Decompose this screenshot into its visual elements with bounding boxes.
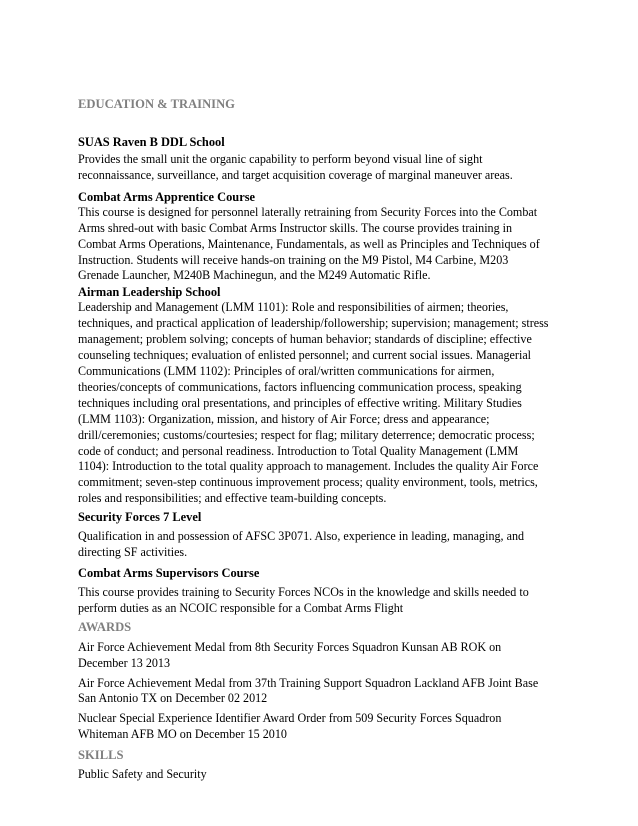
text-line: Instruction. Students will receive hands-on training on the M9 Pistol, M4 Carbine, M203 (78, 252, 509, 267)
entry-description (78, 585, 568, 617)
resume-page (78, 96, 568, 783)
text-line: commitment; seven-step continuous improvement process; quality environment, tools, metrics, (78, 475, 538, 490)
text-line: December 13 2013 (78, 655, 171, 670)
text-line: code of conduct; and personal readiness. Introduction to Total Quality Management (LMM (78, 443, 519, 458)
text-line: 1104): Introduction to the total quality approach to management. Includes the quality Air Force (78, 459, 539, 474)
entry-description (78, 205, 568, 285)
text-line: management; problem solving; concepts of human behavior; standards of discipline; effective (78, 332, 532, 347)
entry-title: Security Forces 7 Level (78, 510, 202, 525)
entry-title: Airman Leadership School (78, 285, 221, 300)
text-line: Grenade Launcher, M240B Machinegun, and the M249 Automatic Rifle. (78, 268, 431, 283)
text-line: counseling techniques; evaluation of enlisted personnel; and current social issues. Managerial (78, 348, 532, 363)
entry-title: Combat Arms Supervisors Course (78, 565, 260, 580)
education-entry (78, 284, 568, 507)
text-line: Air Force Achievement Medal from 37th Training Support Squadron Lackland AFB Joint Base (78, 675, 539, 690)
text-line: Arms shred-out with basic Combat Arms Instructor skills. The course provides training in (78, 220, 513, 235)
education-entry (78, 509, 568, 561)
text-line: theories/concepts of communications, factors influencing communication process, speaking (78, 379, 522, 394)
entry-description (78, 152, 568, 184)
awards-heading: AWARDS (78, 619, 132, 634)
award-item (78, 676, 568, 708)
entry-title: SUAS Raven B DDL School (78, 135, 225, 149)
text-line: roles and responsibilities; and effective team-building concepts. (78, 491, 387, 506)
entry-description (78, 529, 568, 561)
skill-item: Public Safety and Security (78, 767, 207, 782)
entry-description (78, 300, 568, 507)
text-line: Combat Arms Operations, Maintenance, Fundamentals, as well as Principles and Techniques of (78, 236, 540, 251)
award-item (78, 640, 568, 672)
education-entry (78, 134, 568, 184)
text-line: Air Force Achievement Medal from 8th Security Forces Squadron Kunsan AB ROK on (78, 639, 502, 654)
award-item (78, 711, 568, 743)
text-line: Provides the small unit the organic capability to perform beyond visual line of sight (78, 152, 483, 166)
text-line: San Antonio TX on December 02 2012 (78, 691, 268, 706)
text-line: (LMM 1103): Organization, mission, and history of Air Force; dress and appearance; (78, 411, 490, 426)
text-line: reconnaissance, surveillance, and target acquisition coverage of marginal maneuver areas. (78, 167, 513, 182)
text-line: techniques, and practical application of leadership/followership; supervision; management; stress (78, 316, 549, 331)
text-line: drill/ceremonies; customs/courtesies; respect for flag; military deterrence; democratic process; (78, 427, 535, 442)
text-line: Leadership and Management (LMM 1101): Role and responsibilities of airmen; theories, (78, 300, 509, 315)
text-line: Communications (LMM 1102): Principles of oral/written communications for airmen, (78, 363, 495, 378)
entry-title: Combat Arms Apprentice Course (78, 189, 256, 204)
text-line: Whiteman AFB MO on December 15 2010 (78, 727, 287, 742)
text-line: This course is designed for personnel laterally retraining from Security Forces into the Combat (78, 204, 538, 219)
text-line: techniques including oral presentations, and principles of effective writing. Military Studies (78, 395, 522, 410)
skills-heading: SKILLS (78, 748, 124, 763)
education-entry (78, 189, 568, 285)
text-line: This course provides training to Security Forces NCOs in the knowledge and skills needed to (78, 584, 529, 599)
education-heading: EDUCATION & TRAINING (78, 97, 235, 111)
text-line: directing SF activities. (78, 545, 188, 560)
text-line: Qualification in and possession of AFSC 3P071. Also, experience in leading, managing, and (78, 529, 525, 544)
text-line: Nuclear Special Experience Identifier Award Order from 509 Security Forces Squadron (78, 711, 502, 726)
text-line: perform duties as an NCOIC responsible for a Combat Arms Flight (78, 600, 404, 615)
education-entry (78, 565, 568, 617)
